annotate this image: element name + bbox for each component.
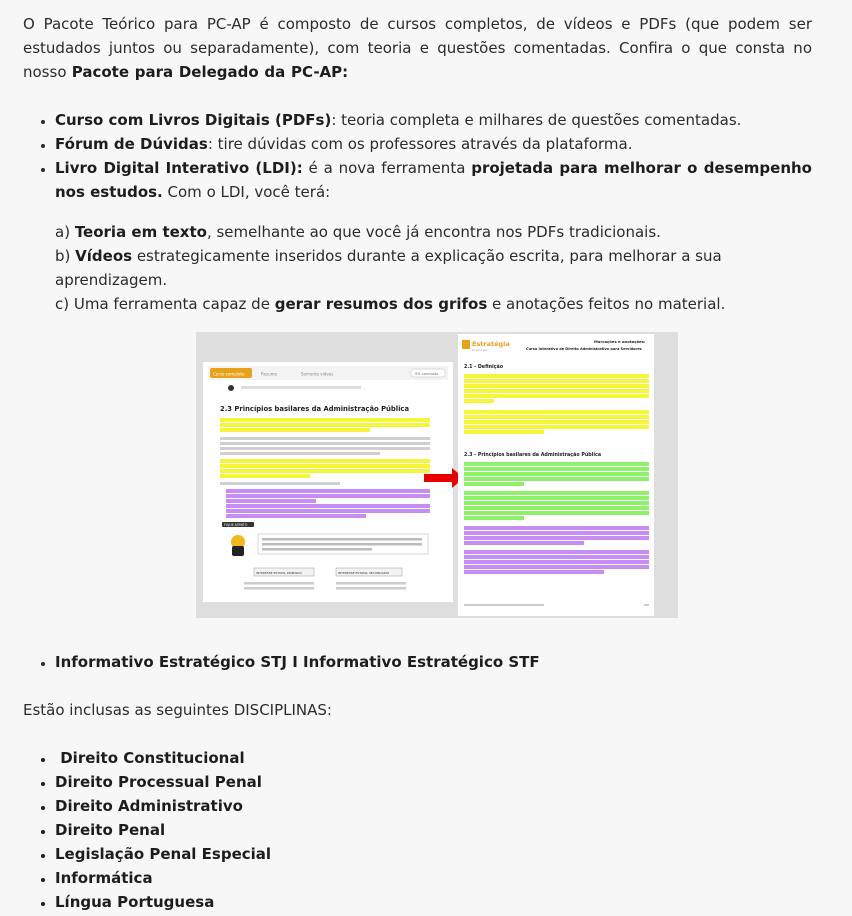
disciplinas-label: Estão inclusas as seguintes DISCIPLINAS: — [23, 701, 332, 719]
intro-paragraph — [23, 12, 812, 84]
intro-text: O Pacote Teórico para PC-AP é composto de cursos completos, de vídeos e PDFs (que podem ser estudados juntos ou separadamente), com teoria e questões comentadas. Confira o que consta no nosso — [23, 15, 812, 81]
right-page — [458, 334, 654, 616]
ldi-prefix: a) — [55, 223, 75, 241]
ldi-bold: Vídeos — [75, 247, 133, 265]
brand-sub: Concursos — [472, 348, 488, 352]
disciplina-item: • Direito Constitucional — [55, 746, 812, 770]
feature-item-ldi — [55, 156, 812, 204]
brand-name: Estratégia — [472, 340, 510, 348]
features-list — [23, 108, 812, 204]
ldi-text: , semelhante ao que você já encontra nos PDFs tradicionais. — [206, 223, 661, 241]
feature-text-2: Com o LDI, você terá: — [162, 183, 331, 201]
intro-bold: Pacote para Delegado da PC-AP: — [71, 63, 349, 81]
box-primario: INTERESSE ESTATAL PRIMÁRIO — [256, 571, 302, 575]
disciplina-item: • Direito Administrativo — [55, 794, 812, 818]
ldi-items — [55, 220, 812, 316]
disciplinas-list — [23, 746, 812, 914]
feature-text: é a nova ferramenta — [302, 159, 472, 177]
right-section-1: 2.1 - Definição — [464, 365, 504, 370]
box-secundario: INTERESSE ESTATAL SECUNDÁRIO — [338, 571, 389, 575]
attention-label: FIQUE ATENTO — [224, 523, 248, 527]
disciplina-item: • Língua Portuguesa — [55, 890, 812, 914]
feature-item-forum — [55, 132, 812, 156]
ldi-prefix: b) — [55, 247, 76, 265]
right-header-1: Marcações e anotações: — [594, 339, 646, 344]
disciplina-item: • Legislação Penal Especial — [55, 842, 812, 866]
ldi-item-a — [55, 220, 812, 244]
ldi-preview-svg — [196, 332, 678, 618]
ldi-preview-image — [196, 332, 678, 618]
informativo-bold: Informativo Estratégico STJ I Informativo Estratégico STF — [55, 653, 540, 671]
informativo-list — [23, 650, 812, 674]
informativo-item — [55, 650, 812, 674]
ldi-item-b — [55, 244, 812, 292]
feature-item-pdfs — [55, 108, 812, 132]
ldi-prefix: c) Uma ferramenta capaz de — [55, 295, 275, 313]
left-title: 2.3 Princípios basilares da Administração Pública — [220, 405, 410, 413]
ldi-bold: Teoria em texto — [74, 223, 207, 241]
tab-label-2: Somente vídeos — [301, 371, 334, 377]
tab-label-0: Curso completo — [213, 371, 245, 377]
disciplina-item: • Informática — [55, 866, 812, 890]
ldi-item-c — [55, 292, 812, 316]
play-icon — [228, 385, 234, 391]
left-page — [203, 362, 453, 602]
tab-label-1: Resumo — [261, 371, 278, 377]
ldi-text: e anotações feitos no material. — [487, 295, 726, 313]
feature-bold: Curso com Livros Digitais (PDFs) — [55, 111, 332, 129]
ldi-bold: gerar resumos dos grifos — [274, 295, 488, 313]
feature-bold: Fórum de Dúvidas — [55, 135, 208, 153]
feature-bold: Livro Digital Interativo (LDI): — [55, 159, 303, 177]
right-header-2: Curso Interativo de Direito Administrativo para Servidores — [526, 347, 642, 351]
right-section-2: 2.3 - Princípios basilares da Administração Pública — [464, 453, 602, 458]
disciplina-item: • Direito Penal — [55, 818, 812, 842]
feature-text: : tire dúvidas com os professores através da plataforma. — [207, 135, 633, 153]
brand-logo-icon — [462, 340, 470, 349]
disciplina-item: • Direito Processual Penal — [55, 770, 812, 794]
ldi-text: estrategicamente inseridos durante a explicação escrita, para melhorar a sua aprendizagem. — [55, 247, 722, 289]
feature-bold-2: projetada para melhorar o desempenho nos estudos. — [55, 159, 812, 201]
feature-text: : teoria completa e milhares de questões comentadas. — [331, 111, 742, 129]
done-label: 0% concluído — [415, 372, 439, 376]
